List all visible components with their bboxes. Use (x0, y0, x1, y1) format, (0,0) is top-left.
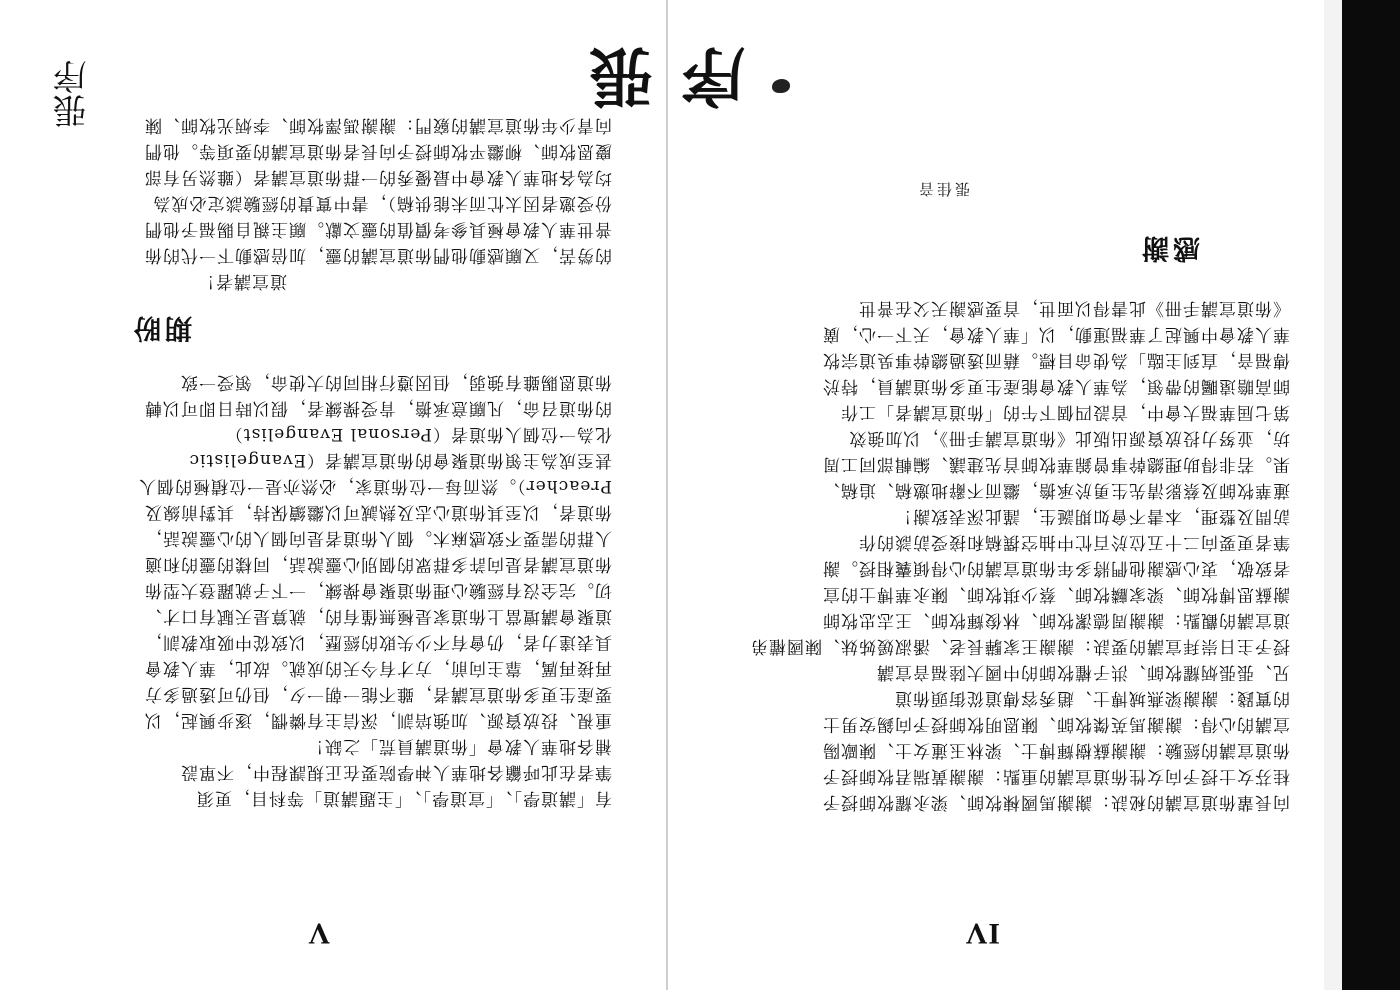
text-line: 訪問及整理，本書不會如期誕生，謹此深表致謝！ (894, 506, 1290, 526)
page-number: V (307, 917, 330, 950)
text-line: 宣講的心得：謝謝馬英傑牧師、陳恩明牧師授予向錫安男士 (822, 714, 1290, 734)
text-line: 再接再厲，靠主向前，方才有今天的成就。故此，華人教會 (144, 658, 612, 678)
preface-title: 張序 (589, 44, 756, 110)
text-line: 師高瞻遠矚的帶領，為華人教會能產生更多佈道講員，特於 (822, 376, 1290, 396)
text-line: 均為各地華人教會中最優秀的一群佈道宣講者（雖然另有部 (144, 167, 612, 187)
text-line: 向青少年佈道宣講的竅門：謝謝馮澤牧師、李炳光牧師、陳 (144, 115, 612, 135)
text-line: 具表達力者，仍會有不少失敗的經歷，以致從中吸取教訓， (144, 632, 612, 652)
text-line: 道宣講的觀點：謝謝周德潔牧師、林俊輝牧師、王志忠牧師 (822, 610, 1290, 630)
text-line: 佈道恩賜雖有強弱，但因遵行相同的大使命，領受一致 (180, 372, 612, 392)
text-line: 慶恩牧師、柳繼平牧師授予向長者佈道宣講的要項等。他們 (144, 141, 612, 161)
scan-edge-band (1342, 0, 1400, 990)
text-line: 要產生更多佈道宣講者，雖不能一朝一夕，但仍可透過多方 (144, 684, 612, 704)
text-line: 的勞苦，又願感動他們佈道宣講的靈，加倍感動下一代的佈 (144, 245, 612, 265)
text-line: 切。完全沒有經驗心理佈道聚會操練，一下子就躍登大型佈 (144, 580, 612, 600)
text-line: 傳福音，直到主臨」為使命目標。藉而透過總幹事吳道宗牧 (822, 350, 1290, 370)
text-line: 普世華人教會極具參考價值的靈文獻。願主親自賜福予他們 (144, 219, 612, 239)
side-running-head: 張序 (53, 60, 93, 128)
text-line: 華人教會中興起了華福運動，以「華人教會，天下一心，廣 (822, 324, 1290, 344)
text-line: 《佈道宣講手冊》此書得以面世，首要感謝天父在普世 (858, 298, 1290, 318)
text-line: 第七屆華福大會中，首設四個下午的「佈道宣講者」工作 (840, 402, 1290, 422)
text-line: 筆者更要向二十五位於百忙中抽空撰稿和接受訪談的作 (858, 532, 1290, 552)
text-line: 的實踐：謝謝梁燕城博士、趙秀容傳道從街頭佈道 (894, 688, 1290, 708)
text-line: 謝蘇思博牧師、梁家麟牧師、蔡少琪牧師、陳永華博士的宣 (822, 584, 1290, 604)
text-line: 的佈道召命，凡願意承擔，肯受操練者，假以時日即可以轉 (144, 398, 612, 418)
text-line: 佈道者，以至其佈道心志及熱誠可以繼續保持，其對前線及 (144, 502, 612, 522)
text-line: 化為一位個人佈道者（Personal Evangelist） (224, 424, 612, 444)
text-line: 重視、投放資源、加強培訓，深信主有憐憫，逐步興起，以 (144, 710, 612, 730)
text-line: 坊，並努力投放資源出版此《佈道宣講手冊》，以加強效 (848, 428, 1290, 448)
text-line: 佈道宣講者是向許多群眾的個別心靈說話，同樣的靈的和適 (144, 554, 612, 574)
page-edge-strip (1324, 0, 1342, 990)
text-line: 有「講道學」、「宣道學」、「主題講道」等科目，更須 (196, 788, 612, 808)
author-signature: 張佳音 (915, 180, 970, 198)
ink-blot (772, 79, 790, 93)
page-number: IV (964, 917, 1000, 950)
text-line: 筆者在此呼籲各地華人神學院要在正規課程中，不單設 (180, 762, 612, 782)
text-line: Preacher）。然而每一位佈道家，必然亦是一位積極的個人 (138, 476, 612, 496)
text-line: 甚至成為主領佈道聚會的佈道宣講者（Evangelistic (188, 450, 612, 470)
section-title-expectation: 期盼 (130, 312, 192, 343)
text-line: 份受邀者因太忙而未能供稿），書中實貴的經驗談定必成為 (152, 193, 612, 213)
section-title-thanks: 感謝 (1138, 232, 1200, 263)
text-line: 佈道宣講的經驗：謝謝蘇樹輝博士、梁林玉蓮女士、陳歐陽 (822, 740, 1290, 760)
text-line: 蓮華牧師及蔡影清先生勇於承擔，繼而不辭地邀稿、追稿、 (822, 480, 1290, 500)
text-line: 授予主日崇拜宣講的要訣：謝謝王家驊長老、潘淑媛姊妹、陳國權弟 (750, 636, 1290, 656)
text-line: 者致敬，衷心感謝他們將多年佈道宣講的心得傾囊相授。謝 (822, 558, 1290, 578)
text-line: 道宣講者！ (197, 271, 287, 291)
text-line: 果。若非得助理總幹事曾錦華牧師首先建議、編輯部同工周 (822, 454, 1290, 474)
text-line: 桂芬女士授予向女性佈道宣講的重點：謝謝黃瑞君牧師授予 (822, 766, 1290, 786)
text-line: 道聚會講壇當上佈道家是極無僅有的，就算是天賦有口才、 (144, 606, 612, 626)
page-iv (589, 0, 1320, 990)
text-line: 補各地華人教會「佈道講員荒」之缺！ (306, 736, 612, 756)
text-line: 兄、張張炳耀牧師、洪子權牧師的中國大陸福音宣講 (876, 662, 1290, 682)
page-gutter (666, 0, 668, 990)
text-line: 向長輩佈道宣講的秘訣：謝謝馬國棟牧師、梁永耀牧師授予 (822, 792, 1290, 812)
text-line: 人群的需要不致感麻木。個人佈道者是向個人的心靈說話， (144, 528, 612, 548)
